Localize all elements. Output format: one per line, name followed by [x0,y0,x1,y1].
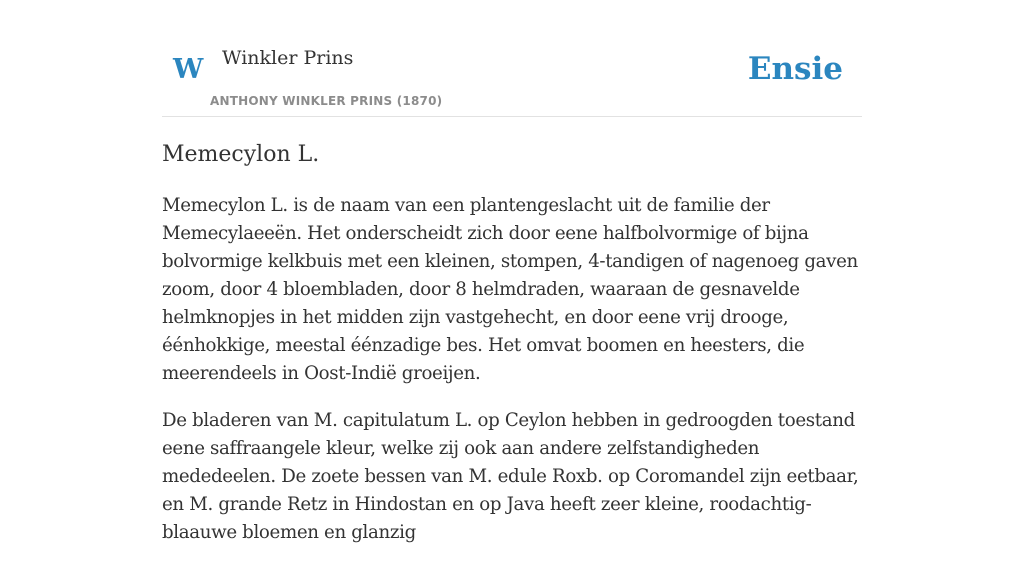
article-title: Memecylon L. [162,142,320,167]
ensie-logo-link[interactable]: Ensie [747,51,843,87]
article-paragraph: De bladeren van M. capitulatum L. op Ceylon hebben in gedroogden toestand eene saffraangele kleur, welke zij ook aan andere zelfstandigheden mededeelen. De zoete bessen van M. edule Roxb. op Coromandel zijn eetbaar, en M. grande Retz in Hindostan en op Java heeft zeer kleine, roodachtig-blaauwe bloemen en glanzig [162,410,859,543]
source-header [162,0,862,117]
article-paragraph: Memecylon L. is de naam van een plantengeslacht uit de familie der Memecylaeeën. Het onderscheidt zich door eene halfbolvormige of bijna bolvormige kelkbuis met een kleinen, stompen, 4-tandigen of nagenoeg gaven zoom, door 4 bloembladen, door 8 helmdraden, waaraan de gesnavelde helmknopjes in het midden zijn vastgehecht, en door eene vrij drooge, éénhokkige, meestal éénzadige bes. Het omvat boomen en heesters, die meerendeels in Oost-Indië groeijen. [162,195,858,384]
article-body [162,192,862,566]
source-author: ANTHONY WINKLER PRINS (1870) [210,94,443,108]
page [162,0,862,543]
source-title-link[interactable]: Winkler Prins [222,47,354,69]
source-logo-icon[interactable]: W [173,54,204,85]
